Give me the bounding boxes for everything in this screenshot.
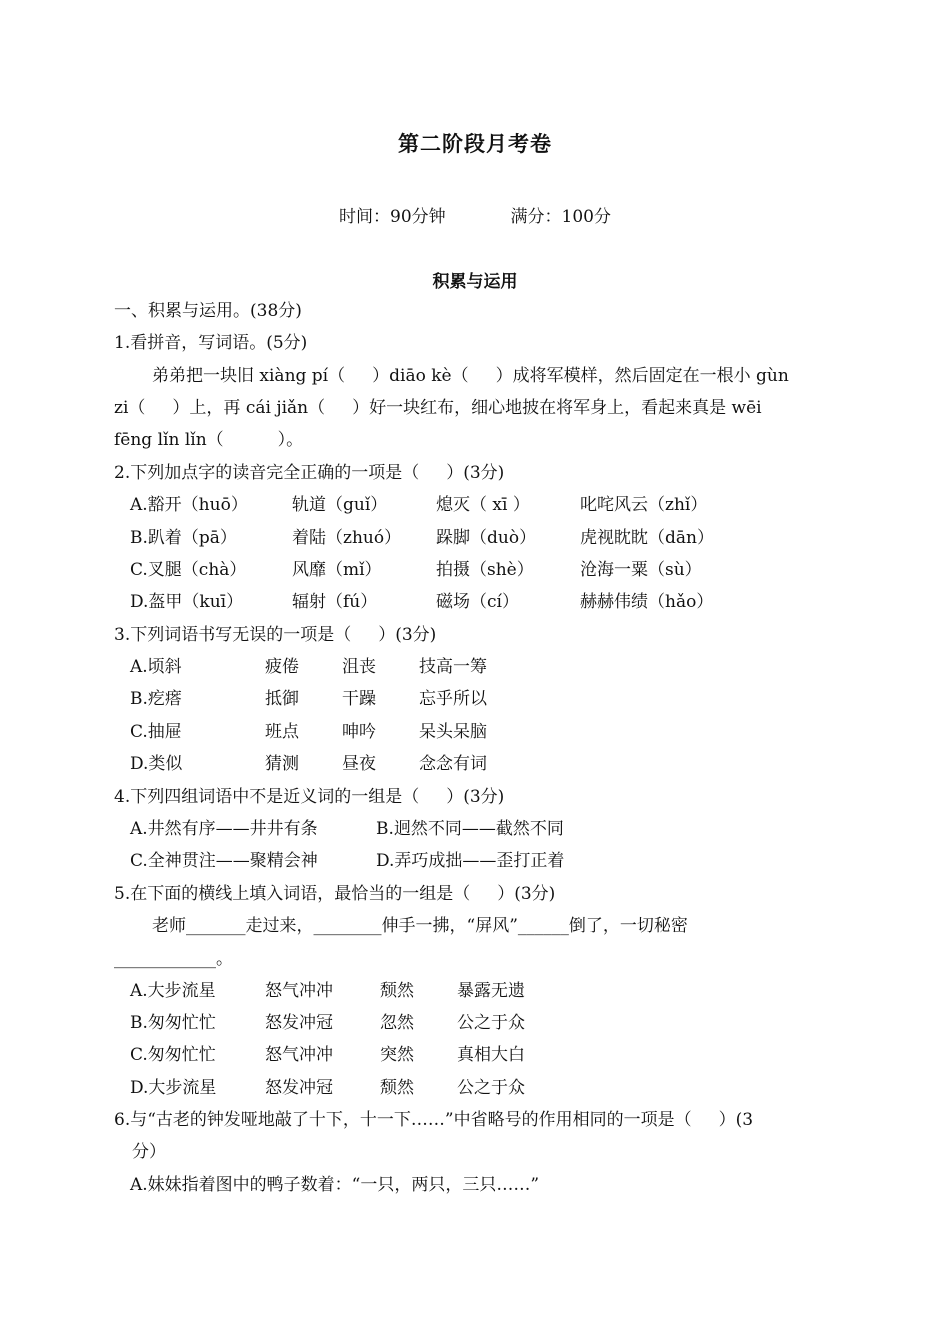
option-cell: 公之于众 xyxy=(457,1013,525,1033)
question-2-option-row xyxy=(130,591,770,613)
option-cell: 怒发冲冠 xyxy=(265,1078,333,1098)
question-1-line-2: zi（ ）上，再 cái jiǎn（ ）好一块红布，细心地披在将军身上，看起来真是 wēi xyxy=(114,398,762,418)
option-cell: 跺脚（duò） xyxy=(436,528,537,548)
option-cell: A.大步流星 xyxy=(130,981,216,1001)
option-cell: 干躁 xyxy=(342,689,376,709)
option-cell: 突然 xyxy=(380,1045,414,1065)
question-2-option-row xyxy=(130,527,770,549)
full-score: 满分：100分 xyxy=(510,207,611,227)
option-cell: 沧海一粟（sù） xyxy=(580,560,702,580)
question-5-line-1: 老师_______走过来，________伸手一拂，“屏风”______倒了，一切秘密 xyxy=(152,916,688,936)
option-cell: C.抽屉 xyxy=(130,722,182,742)
option-cell: 怒气冲冲 xyxy=(265,1045,333,1065)
option-cell: B.疙瘩 xyxy=(130,689,182,709)
option-cell: C.匆匆忙忙 xyxy=(130,1045,216,1065)
option-cell: 猜测 xyxy=(265,754,299,774)
question-5-stem: 5.在下面的横线上填入词语，最恰当的一组是（ ）(3分) xyxy=(114,884,556,904)
option-cell: 暴露无遗 xyxy=(457,981,525,1001)
question-6-stem: 6.与“古老的钟发哑地敲了十下，十一下……”中省略号的作用相同的一项是（ ）(3 xyxy=(114,1110,754,1130)
option-cell: 磁场（cí） xyxy=(436,592,519,612)
option-cell: B.趴着（pā） xyxy=(130,528,237,548)
question-5-line-2: ____________。 xyxy=(114,949,233,969)
question-5-option-row xyxy=(130,1077,617,1099)
option-cell: 辐射（fú） xyxy=(292,592,378,612)
option-cell: 呻吟 xyxy=(342,722,376,742)
question-5-option-row xyxy=(130,1044,617,1066)
question-1-line-3: fēng lǐn lǐn（ ）。 xyxy=(114,430,304,450)
option-cell: 怒发冲冠 xyxy=(265,1013,333,1033)
option-cell: 着陆（zhuó） xyxy=(292,528,402,548)
question-3-option-row xyxy=(130,721,579,743)
option-cell: 疲倦 xyxy=(265,657,299,677)
exam-meta xyxy=(0,202,950,227)
option-cell: B.迥然不同——截然不同 xyxy=(376,819,564,839)
section-title: 积累与运用 xyxy=(432,272,518,292)
question-3-option-row xyxy=(130,688,579,710)
option-cell: 虎视眈眈（dān） xyxy=(580,528,714,548)
question-5-option-row xyxy=(130,1012,617,1034)
option-cell: 颓然 xyxy=(380,1078,414,1098)
question-4-option-row xyxy=(130,818,636,840)
option-cell: 轨道（guǐ） xyxy=(292,495,388,515)
option-cell: 念念有词 xyxy=(419,754,487,774)
option-cell: 技高一筹 xyxy=(419,657,487,677)
option-cell: 真相大白 xyxy=(457,1045,525,1065)
option-cell: 抵御 xyxy=(265,689,299,709)
option-cell: D.大步流星 xyxy=(130,1078,217,1098)
time-limit: 时间：90分钟 xyxy=(339,207,446,227)
option-cell: 怒气冲冲 xyxy=(265,981,333,1001)
option-cell: C.全神贯注——聚精会神 xyxy=(130,851,318,871)
option-cell: A.顷斜 xyxy=(130,657,182,677)
option-cell: 忽然 xyxy=(380,1013,414,1033)
option-cell: C.叉腿（chà） xyxy=(130,560,247,580)
option-cell: A.井然有序——井井有条 xyxy=(130,819,318,839)
question-3-option-row xyxy=(130,656,579,678)
question-2-option-row xyxy=(130,494,770,516)
question-2-option-row xyxy=(130,559,770,581)
question-4-option-row xyxy=(130,850,636,872)
option-cell: B.匆匆忙忙 xyxy=(130,1013,216,1033)
option-cell: 班点 xyxy=(265,722,299,742)
option-cell: 拍摄（shè） xyxy=(436,560,534,580)
option-cell: 呆头呆脑 xyxy=(419,722,487,742)
option-cell: 忘乎所以 xyxy=(419,689,487,709)
option-cell: 沮丧 xyxy=(342,657,376,677)
option-cell: 昼夜 xyxy=(342,754,376,774)
question-1-stem: 1.看拼音，写词语。(5分) xyxy=(114,333,308,353)
option-cell: D.弄巧成拙——歪打正着 xyxy=(376,851,565,871)
question-3-stem: 3.下列词语书写无误的一项是（ ）(3分) xyxy=(114,625,437,645)
question-5-option-row xyxy=(130,980,617,1002)
question-6-stem-continued: 分） xyxy=(132,1142,166,1162)
option-cell: 赫赫伟绩（hǎo） xyxy=(580,592,714,612)
question-1-line-1: 弟弟把一块旧 xiàng pí（ ）diāo kè（ ）成将军模样，然后固定在一根小 gùn xyxy=(152,366,789,386)
option-cell: D.盔甲（kuī） xyxy=(130,592,244,612)
option-cell: 熄灭（ xī ） xyxy=(436,495,530,515)
question-3-option-row xyxy=(130,753,579,775)
option-cell: 公之于众 xyxy=(457,1078,525,1098)
question-2-stem: 2.下列加点字的读音完全正确的一项是（ ）(3分) xyxy=(114,463,505,483)
option-cell: 叱咤风云（zhǐ） xyxy=(580,495,708,515)
part-heading: 一、积累与运用。(38分) xyxy=(114,301,302,321)
option-cell: 风靡（mǐ） xyxy=(292,560,382,580)
option-cell: D.类似 xyxy=(130,754,183,774)
question-4-stem: 4.下列四组词语中不是近义词的一组是（ ）(3分) xyxy=(114,787,505,807)
exam-title: 第二阶段月考卷 xyxy=(398,131,552,156)
option-cell: 颓然 xyxy=(380,981,414,1001)
option-cell: A.豁开（huō） xyxy=(130,495,248,515)
question-6-option-a: A.妹妹指着图中的鸭子数着：“一只，两只，三只……” xyxy=(130,1175,540,1195)
